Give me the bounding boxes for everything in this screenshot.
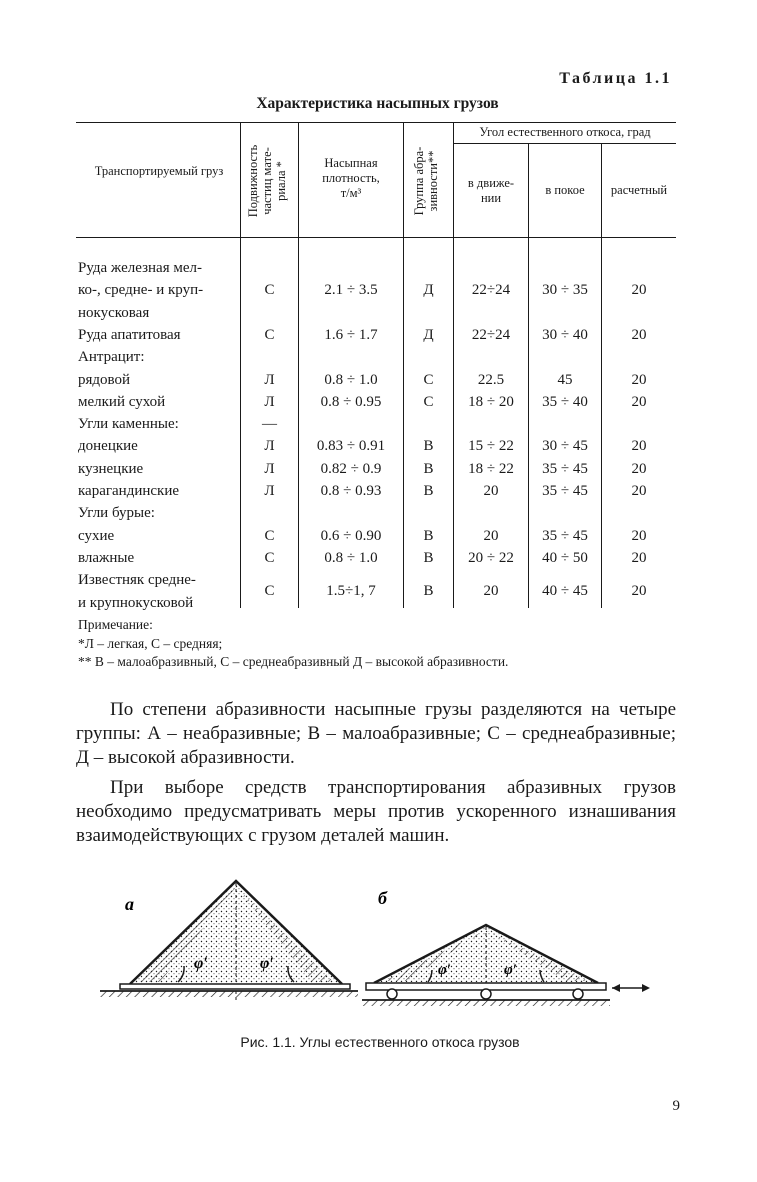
cell-group: С (423, 393, 434, 410)
cell-rest: 35 ÷ 45 (542, 527, 588, 544)
table-notes (78, 616, 678, 672)
header-abrasive-line: Группа абра- (412, 146, 426, 216)
notes-title: Примечание: (78, 617, 153, 632)
angle-label: φ′ (504, 962, 517, 978)
cell-cargo-name: Руда железная мел- (78, 260, 202, 276)
cell-calc: 20 (631, 483, 647, 499)
cell-group: В (423, 438, 434, 455)
cell-calc: 20 (631, 583, 647, 600)
cell-moving: 20 (483, 483, 499, 499)
cell-mobility: Л (264, 393, 275, 410)
cell-density: 2.1 ÷ 3.5 (324, 282, 378, 299)
cell-density: 0.8 ÷ 1.0 (324, 549, 378, 566)
header-bottom-rule (76, 237, 676, 238)
paragraph: По степени абразивности насыпные грузы разделяются на четыре группы: А – неабразивные; В – малоабразивные; С – среднеабразивные; Д – высокой абразивности. (76, 699, 676, 768)
cell-group: В (423, 583, 434, 600)
cell-calc: 20 (631, 371, 647, 388)
cell-rest: 30 ÷ 35 (542, 282, 588, 299)
cell-rest: 35 ÷ 40 (542, 393, 588, 410)
header-abrasive-line: зивности** (426, 150, 440, 212)
cell-moving: 20 ÷ 22 (468, 549, 514, 566)
cell-density: 0.8 ÷ 0.93 (320, 483, 382, 499)
table-caption: Характеристика насыпных грузов (256, 95, 499, 112)
header-density-line: т/м³ (340, 186, 362, 200)
angle-label: φ′ (260, 955, 274, 972)
cell-group: В (423, 527, 434, 544)
cell-mobility: С (264, 549, 275, 566)
cell-mobility: С (264, 583, 275, 600)
figure-label-a: а (125, 894, 134, 914)
data-table (76, 122, 676, 611)
cell-rest: 45 (557, 371, 573, 388)
cell-group: С (423, 371, 434, 388)
cell-cargo-name: влажные (78, 549, 135, 566)
cell-calc: 20 (631, 438, 647, 455)
cell-mobility: Л (264, 460, 275, 477)
paragraph: При выборе средств транспортирования абразивных грузов необходимо предусматривать меры против ускоренного изнашивания взаимодействующих с грузом деталей машин. (76, 777, 676, 846)
figure-caption: Рис. 1.1. Углы естественного откоса грузов (240, 1034, 520, 1050)
cell-mobility: Л (264, 371, 275, 388)
cell-cargo-name: нокусковая (78, 304, 150, 321)
cell-mobility: С (264, 282, 275, 299)
cell-density: 0.82 ÷ 0.9 (320, 460, 382, 477)
cell-rest: 30 ÷ 45 (542, 438, 588, 455)
cell-density: 1.5÷1, 7 (326, 583, 376, 600)
cell-group: В (423, 549, 434, 566)
header-cargo: Транспортируемый груз (94, 164, 224, 178)
cell-cargo-name: Угли каменные: (78, 416, 179, 433)
table-label: Таблица 1.1 (559, 70, 672, 87)
cell-mobility: С (264, 326, 275, 343)
cell-moving: 18 ÷ 22 (468, 460, 514, 477)
angle-label: φ′ (194, 955, 208, 972)
cell-cargo-name: донецкие (78, 438, 138, 455)
cell-calc: 20 (631, 393, 647, 410)
header-mobility-line: риала * (274, 161, 288, 201)
cell-calc: 20 (631, 326, 647, 343)
cell-cargo-name: мелкий сухой (78, 393, 166, 410)
cell-group: В (423, 460, 434, 477)
cell-cargo-name: Угли бурые: (78, 505, 155, 522)
angle-group-rule (453, 143, 676, 144)
header-density-line: плотность, (322, 171, 380, 185)
cell-group: В (423, 483, 434, 499)
pile-a (100, 881, 358, 1000)
cell-mobility: Л (264, 483, 275, 499)
cell-mobility: С (264, 527, 275, 544)
cell-density: 0.83 ÷ 0.91 (316, 438, 386, 455)
cell-moving: 22÷24 (471, 326, 511, 343)
header-abrasive-group (412, 136, 444, 226)
header-moving-line: нии (480, 191, 502, 205)
angle-label: φ′ (438, 962, 451, 978)
cell-moving: 22.5 (477, 371, 505, 388)
header-moving-line: в движе- (467, 176, 515, 190)
header-density-line: Насыпная (324, 156, 378, 170)
cell-cargo-name: ко-, средне- и круп- (78, 282, 204, 299)
cell-cargo-name: и крупнокусковой (78, 594, 194, 611)
figure-label-b: б (378, 888, 387, 908)
cell-mobility: — (262, 416, 277, 433)
cell-density: 0.8 ÷ 0.95 (320, 393, 382, 410)
note-abrasive: ** В – малоабразивный, С – среднеабразивный Д – высокой абразивности. (78, 654, 509, 669)
cell-cargo-name: Антрацит: (78, 349, 145, 366)
cell-cargo-name: Известняк средне- (78, 572, 196, 589)
cell-moving: 20 (483, 527, 499, 544)
cell-moving: 22÷24 (471, 282, 511, 299)
cell-moving: 18 ÷ 20 (468, 393, 514, 410)
page-number: 9 (672, 1098, 680, 1114)
cell-rest: 35 ÷ 45 (542, 483, 588, 499)
header-calculated: расчетный (610, 183, 668, 197)
header-moving (454, 176, 528, 206)
cell-rest: 40 ÷ 50 (542, 549, 588, 566)
cell-rest: 40 ÷ 45 (542, 583, 588, 600)
cell-cargo-name: рядовой (78, 371, 131, 388)
header-mobility-line: частиц мате- (260, 147, 274, 215)
cell-calc: 20 (631, 527, 647, 544)
cell-calc: 20 (631, 549, 647, 566)
pile-b (362, 925, 650, 1006)
cell-calc: 20 (631, 460, 647, 477)
cell-calc: 20 (631, 282, 647, 299)
note-mobility: *Л – легкая, С – средняя; (78, 635, 223, 651)
header-mobility-line: Подвижность (246, 144, 260, 218)
header-mobility (246, 136, 292, 226)
header-rest: в покое (545, 183, 585, 197)
cell-cargo-name: кузнецкие (78, 460, 144, 477)
table-top-rule (76, 122, 676, 123)
cell-group: Д (423, 282, 434, 299)
cell-cargo-name: карагандинские (78, 483, 180, 499)
header-angle-group: Угол естественного откоса, град (479, 125, 651, 139)
cell-density: 1.6 ÷ 1.7 (324, 326, 378, 343)
header-density (300, 156, 402, 201)
cell-group: Д (423, 326, 434, 343)
cell-rest: 35 ÷ 45 (542, 460, 588, 477)
cell-density: 0.6 ÷ 0.90 (320, 527, 382, 544)
cell-cargo-name: сухие (78, 527, 115, 544)
repose-angle-figure (100, 870, 660, 1030)
cell-density: 0.8 ÷ 1.0 (324, 371, 378, 388)
cell-moving: 15 ÷ 22 (468, 438, 514, 455)
cell-rest: 30 ÷ 40 (542, 326, 588, 343)
cell-mobility: Л (264, 438, 275, 455)
cell-moving: 20 (483, 583, 499, 600)
body-text (76, 698, 676, 854)
cell-cargo-name: Руда апатитовая (78, 326, 181, 343)
